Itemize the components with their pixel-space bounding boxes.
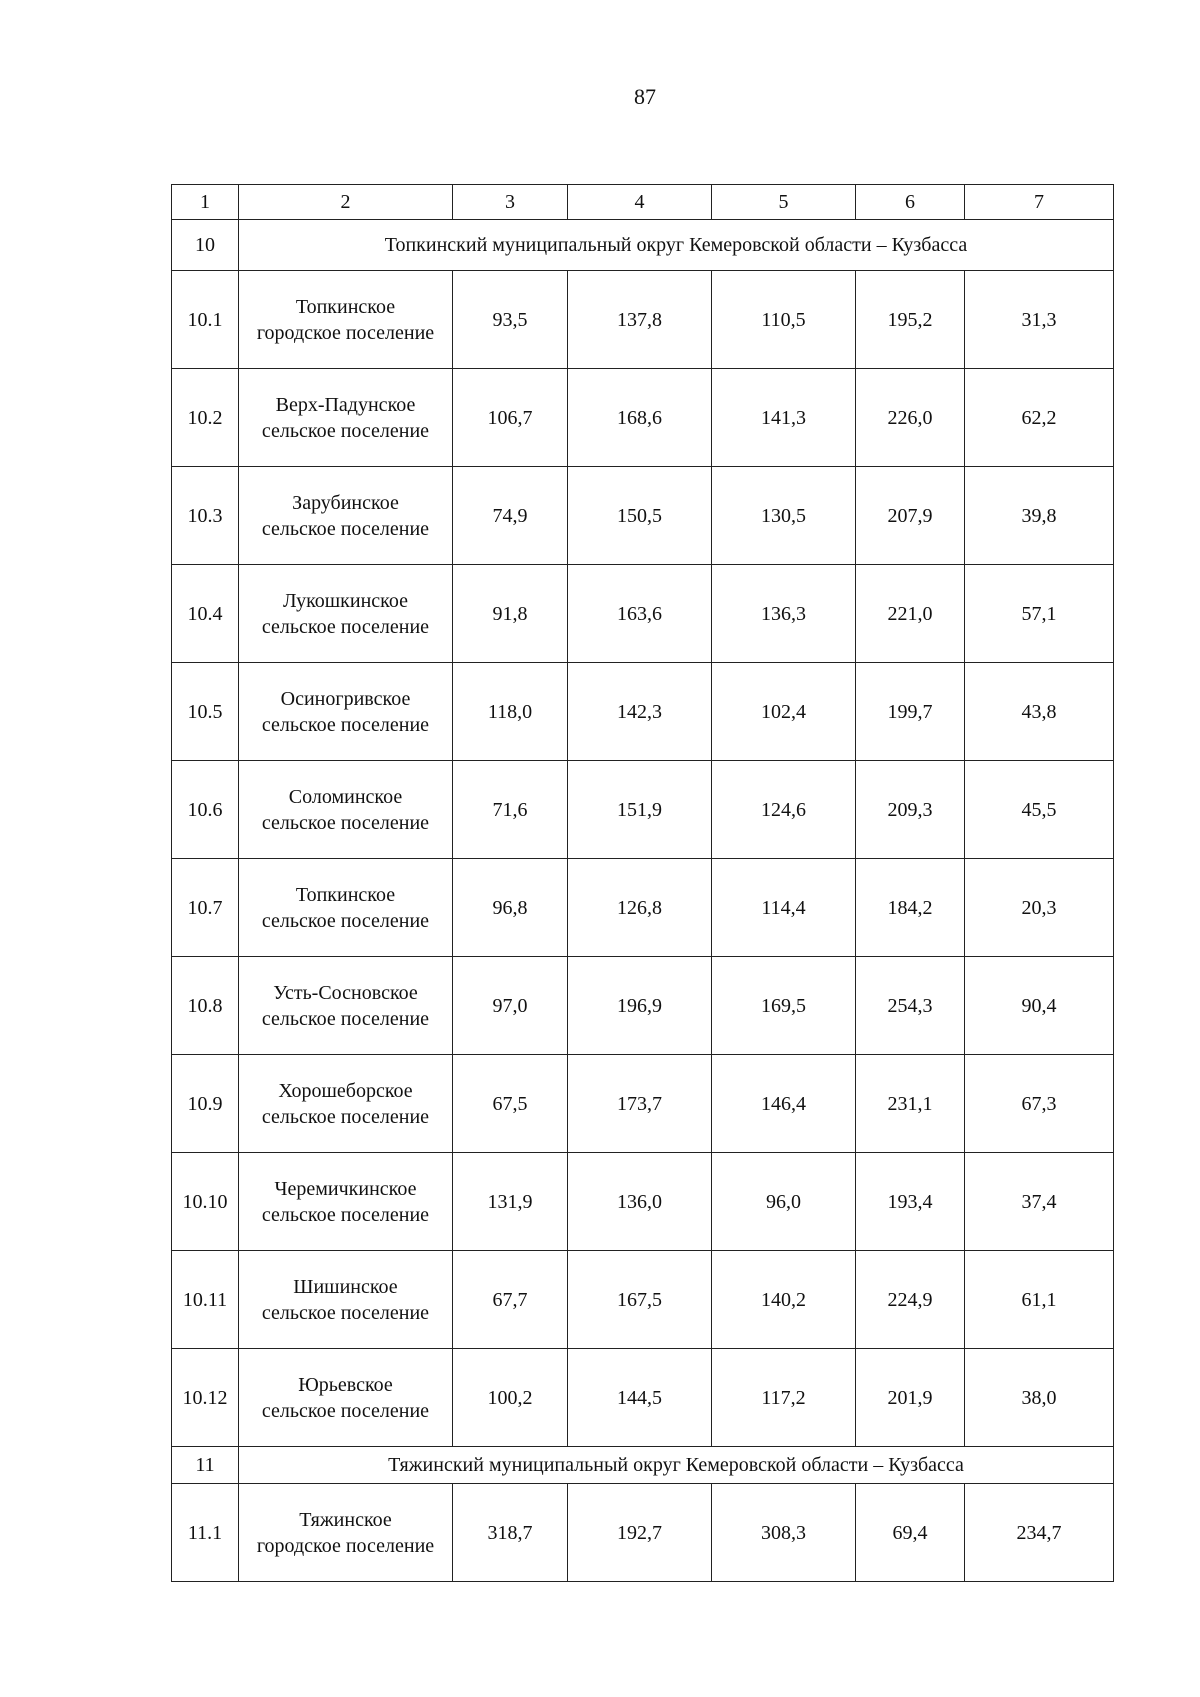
- table-row: [172, 957, 1114, 1055]
- value-cell: 37,4: [965, 1153, 1114, 1251]
- table-row: [172, 1251, 1114, 1349]
- value-cell: 91,8: [453, 565, 568, 663]
- section-row: [172, 1447, 1114, 1484]
- settlement-name-line: Топкинское: [295, 295, 396, 318]
- value-cell: 136,0: [568, 1153, 712, 1251]
- row-number: 10.2: [172, 369, 239, 467]
- settlement-name-line: Тяжинское: [299, 1508, 392, 1531]
- value-cell: 38,0: [965, 1349, 1114, 1447]
- value-cell: 196,9: [568, 957, 712, 1055]
- settlement-name: [239, 859, 453, 957]
- settlement-name: [239, 467, 453, 565]
- column-number-header: 1: [172, 185, 239, 220]
- value-cell: 43,8: [965, 663, 1114, 761]
- settlement-name: [239, 1251, 453, 1349]
- settlement-type-line: сельское поселение: [261, 909, 430, 932]
- table-row: [172, 1484, 1114, 1582]
- settlement-name-line: Юрьевское: [298, 1373, 393, 1396]
- value-cell: 106,7: [453, 369, 568, 467]
- settlement-type-line: сельское поселение: [261, 1105, 430, 1128]
- settlement-name-line: Осиногривское: [280, 687, 411, 710]
- settlement-type-line: сельское поселение: [261, 615, 430, 638]
- section-title: Тяжинский муниципальный округ Кемеровской области – Кузбасса: [239, 1447, 1114, 1484]
- table-row: [172, 369, 1114, 467]
- value-cell: 90,4: [965, 957, 1114, 1055]
- row-number: 10.11: [172, 1251, 239, 1349]
- section-number: 10: [172, 220, 239, 271]
- settlement-name-line: Шишинское: [293, 1275, 398, 1298]
- value-cell: 140,2: [712, 1251, 856, 1349]
- table-body: [172, 185, 1114, 1582]
- row-number: 11.1: [172, 1484, 239, 1582]
- row-number: 10.9: [172, 1055, 239, 1153]
- value-cell: 224,9: [856, 1251, 965, 1349]
- value-cell: 209,3: [856, 761, 965, 859]
- settlement-name: [239, 271, 453, 369]
- column-number-header: 6: [856, 185, 965, 220]
- row-number: 10.5: [172, 663, 239, 761]
- value-cell: 199,7: [856, 663, 965, 761]
- settlement-type-line: сельское поселение: [261, 1203, 430, 1226]
- value-cell: 150,5: [568, 467, 712, 565]
- settlement-type-line: сельское поселение: [261, 1399, 430, 1422]
- value-cell: 137,8: [568, 271, 712, 369]
- settlement-type-line: сельское поселение: [261, 1301, 430, 1324]
- value-cell: 39,8: [965, 467, 1114, 565]
- value-cell: 93,5: [453, 271, 568, 369]
- value-cell: 131,9: [453, 1153, 568, 1251]
- settlement-name: [239, 1055, 453, 1153]
- settlement-name-line: Хорошеборское: [278, 1079, 413, 1102]
- value-cell: 136,3: [712, 565, 856, 663]
- value-cell: 62,2: [965, 369, 1114, 467]
- value-cell: 192,7: [568, 1484, 712, 1582]
- table-row: [172, 1055, 1114, 1153]
- value-cell: 167,5: [568, 1251, 712, 1349]
- settlement-name: [239, 369, 453, 467]
- column-number-header: 7: [965, 185, 1114, 220]
- column-number-header: 3: [453, 185, 568, 220]
- settlement-name: [239, 663, 453, 761]
- value-cell: 201,9: [856, 1349, 965, 1447]
- value-cell: 184,2: [856, 859, 965, 957]
- column-number-header: 2: [239, 185, 453, 220]
- data-table: [171, 184, 1114, 1582]
- value-cell: 142,3: [568, 663, 712, 761]
- settlement-name-line: Топкинское: [295, 883, 396, 906]
- value-cell: 169,5: [712, 957, 856, 1055]
- value-cell: 308,3: [712, 1484, 856, 1582]
- row-number: 10.6: [172, 761, 239, 859]
- settlement-name-line: Верх-Падунское: [275, 393, 416, 416]
- column-number-header: 4: [568, 185, 712, 220]
- value-cell: 231,1: [856, 1055, 965, 1153]
- settlement-type-line: сельское поселение: [261, 1007, 430, 1030]
- value-cell: 173,7: [568, 1055, 712, 1153]
- settlement-name: [239, 565, 453, 663]
- row-number: 10.1: [172, 271, 239, 369]
- value-cell: 118,0: [453, 663, 568, 761]
- value-cell: 146,4: [712, 1055, 856, 1153]
- value-cell: 69,4: [856, 1484, 965, 1582]
- section-number: 11: [172, 1447, 239, 1484]
- settlement-name-line: Соломинское: [288, 785, 403, 808]
- value-cell: 168,6: [568, 369, 712, 467]
- table-header-row: [172, 185, 1114, 220]
- section-row: [172, 220, 1114, 271]
- value-cell: 97,0: [453, 957, 568, 1055]
- settlement-name: [239, 1484, 453, 1582]
- row-number: 10.3: [172, 467, 239, 565]
- row-number: 10.8: [172, 957, 239, 1055]
- value-cell: 45,5: [965, 761, 1114, 859]
- column-number-header: 5: [712, 185, 856, 220]
- table-row: [172, 761, 1114, 859]
- value-cell: 126,8: [568, 859, 712, 957]
- value-cell: 110,5: [712, 271, 856, 369]
- value-cell: 207,9: [856, 467, 965, 565]
- settlement-type-line: сельское поселение: [261, 811, 430, 834]
- value-cell: 141,3: [712, 369, 856, 467]
- table-row: [172, 565, 1114, 663]
- table-row: [172, 859, 1114, 957]
- value-cell: 74,9: [453, 467, 568, 565]
- value-cell: 117,2: [712, 1349, 856, 1447]
- value-cell: 96,0: [712, 1153, 856, 1251]
- value-cell: 71,6: [453, 761, 568, 859]
- settlement-name-line: Черемичкинское: [274, 1177, 417, 1200]
- value-cell: 67,5: [453, 1055, 568, 1153]
- settlement-type-line: городское поселение: [256, 1534, 435, 1557]
- value-cell: 96,8: [453, 859, 568, 957]
- value-cell: 114,4: [712, 859, 856, 957]
- settlement-name-line: Зарубинское: [292, 491, 399, 514]
- table-row: [172, 1349, 1114, 1447]
- row-number: 10.10: [172, 1153, 239, 1251]
- row-number: 10.4: [172, 565, 239, 663]
- value-cell: 254,3: [856, 957, 965, 1055]
- row-number: 10.12: [172, 1349, 239, 1447]
- settlement-type-line: сельское поселение: [261, 713, 430, 736]
- value-cell: 193,4: [856, 1153, 965, 1251]
- value-cell: 67,3: [965, 1055, 1114, 1153]
- value-cell: 61,1: [965, 1251, 1114, 1349]
- value-cell: 57,1: [965, 565, 1114, 663]
- table-row: [172, 271, 1114, 369]
- table-row: [172, 663, 1114, 761]
- settlement-name-line: Лукошкинское: [283, 589, 408, 612]
- settlement-name: [239, 1349, 453, 1447]
- section-title: Топкинский муниципальный округ Кемеровской области – Кузбасса: [239, 220, 1114, 271]
- value-cell: 318,7: [453, 1484, 568, 1582]
- value-cell: 100,2: [453, 1349, 568, 1447]
- page-number: 87: [634, 84, 656, 109]
- value-cell: 102,4: [712, 663, 856, 761]
- row-number: 10.7: [172, 859, 239, 957]
- settlement-name: [239, 761, 453, 859]
- value-cell: 144,5: [568, 1349, 712, 1447]
- value-cell: 20,3: [965, 859, 1114, 957]
- value-cell: 124,6: [712, 761, 856, 859]
- value-cell: 195,2: [856, 271, 965, 369]
- settlement-name-line: Усть-Сосновское: [273, 981, 418, 1004]
- value-cell: 130,5: [712, 467, 856, 565]
- value-cell: 226,0: [856, 369, 965, 467]
- value-cell: 234,7: [965, 1484, 1114, 1582]
- settlement-name: [239, 1153, 453, 1251]
- settlement-type-line: городское поселение: [256, 321, 435, 344]
- value-cell: 163,6: [568, 565, 712, 663]
- table-row: [172, 467, 1114, 565]
- value-cell: 151,9: [568, 761, 712, 859]
- table-row: [172, 1153, 1114, 1251]
- value-cell: 67,7: [453, 1251, 568, 1349]
- settlement-type-line: сельское поселение: [261, 419, 430, 442]
- settlement-name: [239, 957, 453, 1055]
- value-cell: 31,3: [965, 271, 1114, 369]
- settlement-type-line: сельское поселение: [261, 517, 430, 540]
- value-cell: 221,0: [856, 565, 965, 663]
